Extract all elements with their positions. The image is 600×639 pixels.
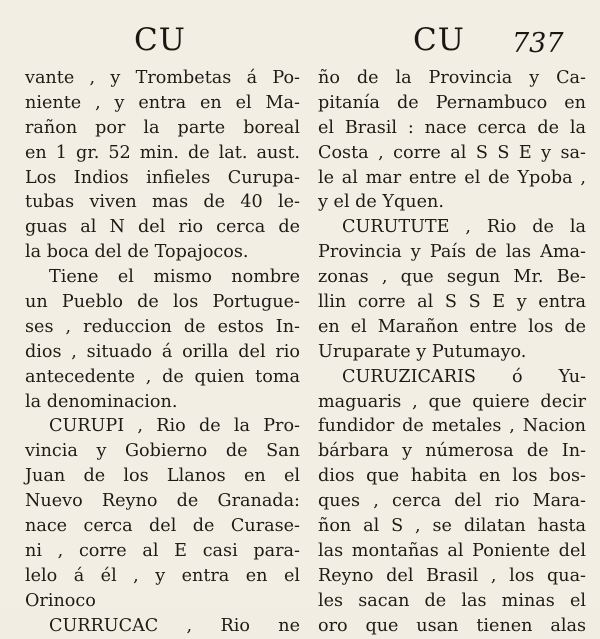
text-line: antecedente , de quien toma: [25, 366, 300, 387]
text-line: Costa , corre al S S E y sa-: [318, 142, 586, 163]
right-text-column: [318, 66, 586, 638]
text-line: la boca del de Topajocos.: [25, 242, 249, 263]
text-line: dios , situado á orilla del rio: [25, 341, 300, 362]
entry-heading-line: CURUZICARIS ó Yu-: [342, 366, 586, 387]
page-number: 737: [512, 28, 564, 59]
text-line: en el Marañon entre los de: [318, 316, 586, 337]
left-text-column: [25, 66, 300, 638]
text-line: Juan de los Llanos en el: [25, 466, 300, 487]
text-line: Nuevo Reyno de Granada:: [25, 491, 300, 512]
text-line: un Pueblo de los Portugue-: [25, 292, 300, 313]
text-line: Uruparate y Putumayo.: [318, 341, 527, 362]
entry-heading-line: CURUTUTE , Rio de la: [342, 217, 586, 238]
text-line: oro que usan tienen alas: [318, 615, 586, 636]
text-line: ni , corre al E casi para-: [25, 540, 300, 561]
entry-heading-line: CURUPI , Rio de la Pro-: [49, 416, 300, 437]
text-line: vante , y Trombetas á Po-: [25, 68, 300, 88]
text-line: Provincia y País de las Ama-: [318, 242, 586, 263]
text-line: le al mar entre el de Ypoba ,: [318, 167, 586, 188]
text-line: lelo á él , y entra en el: [25, 565, 300, 586]
text-line: ques , cerca del rio Mara-: [318, 491, 586, 512]
text-line: Los Indios infieles Curupa-: [25, 167, 300, 188]
text-line: Reyno del Brasil , los qua-: [318, 565, 586, 586]
text-line: ñon al S , se dilatan hasta: [318, 516, 586, 537]
text-line: niente , y entra en el Ma-: [25, 92, 300, 113]
text-line: tubas viven mas de 40 le-: [25, 192, 300, 213]
right-running-head: CU: [413, 22, 465, 58]
text-line: zonas , que segun Mr. Be-: [318, 267, 586, 288]
text-line: llin corre al S S E y entra: [318, 292, 586, 313]
text-line: vincia y Gobierno de San: [25, 441, 300, 462]
text-line: guas al N del rio cerca de: [25, 217, 300, 238]
text-line: les sacan de las minas el: [318, 590, 586, 611]
text-line: dios que habita en los bos-: [318, 466, 586, 487]
text-line: Orinoco: [25, 590, 96, 611]
text-line: la denominacion.: [25, 391, 178, 412]
text-line: maguaris , que quiere decir: [318, 391, 586, 412]
text-line: Tiene el mismo nombre: [49, 267, 300, 288]
entry-heading-line: CURRUCAC , Rio ne: [49, 615, 300, 636]
text-line: las montañas al Poniente del: [318, 540, 586, 561]
text-line: el Brasil : nace cerca de la: [318, 117, 586, 138]
left-running-head: CU: [134, 22, 186, 58]
text-line: ses , reduccion de estos In-: [25, 316, 300, 337]
text-line: ño de la Provincia y Ca-: [318, 68, 586, 88]
text-line: bárbara y númerosa de In-: [318, 441, 586, 462]
text-line: rañon por la parte boreal: [25, 117, 300, 138]
text-line: fundidor de metales , Nacion: [318, 416, 586, 437]
text-line: pitanía de Pernambuco en: [318, 92, 586, 113]
text-line: nace cerca del de Curase-: [25, 516, 300, 537]
text-line: y el de Yquen.: [318, 192, 444, 213]
text-line: en 1 gr. 52 min. de lat. aust.: [25, 142, 300, 163]
